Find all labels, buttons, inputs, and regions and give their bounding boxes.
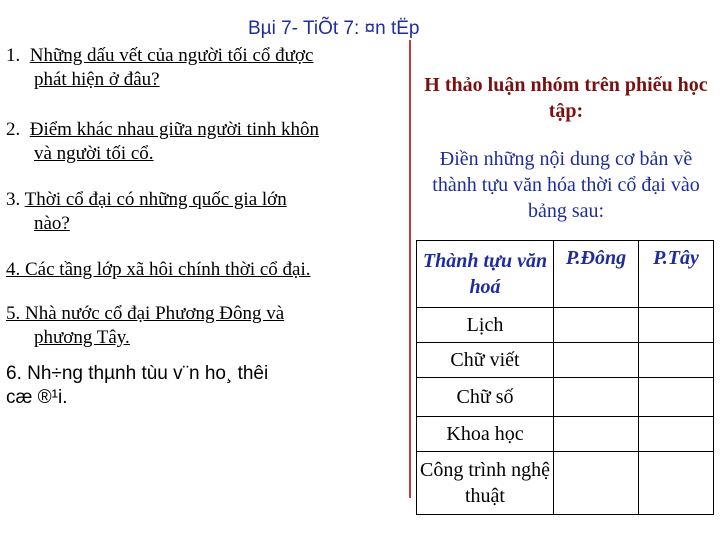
question-4 xyxy=(6,258,406,282)
question-2-number: 2. xyxy=(6,119,21,140)
table-cell xyxy=(639,308,714,343)
achievement-table xyxy=(416,240,714,515)
instruction-body: Điền những nội dung cơ bản về thành tựu văn hóa thời cổ đại vào bảng sau: xyxy=(432,148,700,222)
table-row xyxy=(417,452,714,515)
table-cell xyxy=(554,452,639,515)
row-label: Công trình nghệ thuật xyxy=(417,452,554,515)
question-1 xyxy=(6,44,406,92)
question-3 xyxy=(6,188,406,236)
question-3-number: 3. xyxy=(6,189,21,210)
table-cell xyxy=(639,452,714,515)
instruction-heading: H thảo luận nhóm trên phiếu học tập: xyxy=(424,74,708,122)
question-1-number: 1. xyxy=(6,45,21,66)
question-6-line2: cæ ®¹i. xyxy=(6,387,68,408)
row-label: Chữ số xyxy=(417,378,554,417)
question-5-line1: 5. Nhà nước cổ đại Phương Đông và xyxy=(6,303,285,324)
question-1-line2: phát hiện ở đâu? xyxy=(34,69,160,90)
row-label: Khoa học xyxy=(417,417,554,452)
row-label: Chữ viết xyxy=(417,343,554,378)
question-3-line2: nào? xyxy=(34,213,70,234)
question-3-line1: Thời cổ đại có những quốc gia lớn xyxy=(24,189,287,210)
header-west: P.Tây xyxy=(639,241,714,308)
table-cell xyxy=(554,417,639,452)
row-label: Lịch xyxy=(417,308,554,343)
question-6-line1: 6. Nh÷ng thµnh tùu v¨n ho¸ thêi xyxy=(6,363,269,384)
table-row xyxy=(417,343,714,378)
question-4-text: 4. Các tầng lớp xã hôi chính thời cổ đại. xyxy=(6,259,311,280)
table-cell xyxy=(554,308,639,343)
slide-title: Bµi 7- TiÕt 7: ¤n tËp xyxy=(248,18,420,39)
table-cell xyxy=(639,378,714,417)
table-cell xyxy=(639,417,714,452)
header-east: P.Đông xyxy=(554,241,639,308)
header-achievement: Thành tựu văn hoá xyxy=(417,241,554,308)
question-5-line2: phương Tây. xyxy=(34,327,130,348)
divider-line xyxy=(409,40,411,498)
question-6 xyxy=(6,362,406,410)
table-row xyxy=(417,417,714,452)
question-1-line1: Những dấu vết của người tối cổ được xyxy=(29,45,314,66)
table-cell xyxy=(554,343,639,378)
table-row xyxy=(417,308,714,343)
table-cell xyxy=(639,343,714,378)
question-2-line2: và người tối cổ. xyxy=(34,143,154,164)
question-5 xyxy=(6,302,406,350)
question-2 xyxy=(6,118,406,166)
table-cell xyxy=(554,378,639,417)
table-row xyxy=(417,378,714,417)
table-header-row xyxy=(417,241,714,308)
question-2-line1: Điểm khác nhau giữa người tinh khôn xyxy=(29,119,319,140)
